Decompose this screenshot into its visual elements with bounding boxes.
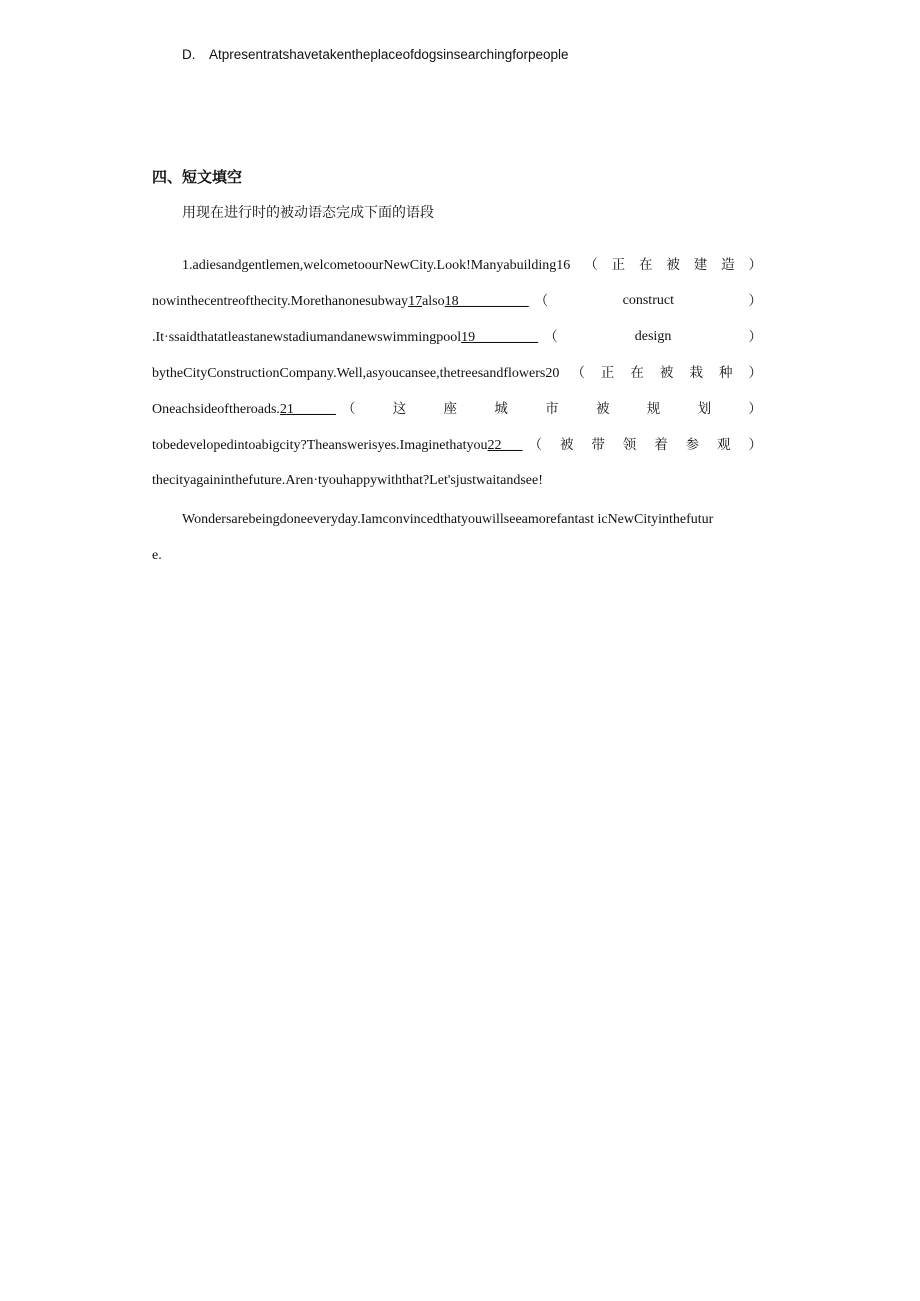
- passage-line-7: thecityagaininthefuture.Aren·tyouhappywiththat?Let'sjustwaitandsee!: [152, 473, 543, 488]
- line-text: nowinthecentreofthecity.Morethanonesubway: [152, 294, 409, 309]
- hint-char: （: [341, 401, 356, 417]
- hint-char: 被: [666, 257, 680, 273]
- hint-char: 这: [392, 401, 407, 417]
- blank-19[interactable]: 19_________: [461, 330, 539, 345]
- hint-design: [544, 327, 762, 347]
- hint-char: ）: [748, 293, 762, 309]
- hint-char: 在: [630, 365, 644, 381]
- hint-word: construct: [622, 293, 674, 308]
- hint-plant: [571, 363, 762, 383]
- hint-char: （: [571, 365, 585, 381]
- hint-char: 栽: [689, 365, 703, 381]
- hint-char: （: [534, 293, 549, 309]
- hint-char: 被: [559, 437, 574, 453]
- hint-char: 正: [600, 365, 615, 381]
- hint-char: 划: [697, 401, 712, 417]
- hint-char: （: [544, 329, 558, 345]
- hint-char: 在: [639, 257, 653, 273]
- hint-char: 被: [659, 365, 674, 381]
- passage-line-8: Wondersarebeingdoneeveryday.Iamconvincedthatyouwillseeamorefantast icNewCityinthefutur: [182, 512, 714, 527]
- hint-char: （: [584, 257, 598, 273]
- passage-line-9: e.: [152, 548, 162, 563]
- hint-char: 参: [685, 437, 700, 453]
- option-letter: D.: [182, 47, 196, 62]
- passage-line-2: [152, 291, 762, 312]
- line-text: tobedevelopedintoabigcity?Theanswerisyes.Imaginethatyou: [152, 438, 488, 453]
- hint-char: 造: [721, 257, 735, 273]
- hint-char: ）: [748, 401, 762, 417]
- hint-char: 被: [595, 401, 610, 417]
- hint-build: [584, 255, 762, 275]
- hint-char: ）: [748, 365, 762, 381]
- hint-guided: [529, 435, 762, 455]
- hint-char: 着: [654, 437, 668, 453]
- line-text: also: [422, 294, 445, 309]
- passage-line-6: [152, 435, 762, 456]
- option-d: [182, 47, 569, 62]
- hint-char: 观: [717, 437, 731, 453]
- hint-char: 种: [718, 365, 733, 381]
- blank-21[interactable]: 21______: [279, 402, 336, 417]
- hint-char: 正: [611, 257, 626, 273]
- line-text: Oneachsideoftheroads.: [152, 402, 280, 417]
- blank-22[interactable]: 22___: [487, 438, 523, 453]
- hint-city-planned: [342, 399, 762, 419]
- hint-char: 座: [443, 401, 458, 417]
- hint-char: ）: [748, 257, 762, 273]
- passage-line-3: [152, 327, 762, 348]
- hint-char: 市: [545, 401, 559, 417]
- hint-char: （: [528, 437, 543, 453]
- blank-17[interactable]: 17: [408, 294, 423, 309]
- line-text: bytheCityConstructionCompany.Well,asyoucansee,thetreesandflowers20: [152, 366, 560, 381]
- line-text: 1.adiesandgentlemen,welcometoourNewCity.Look!Manyabuilding16: [182, 258, 571, 273]
- option-text: Atpresentratshavetakentheplaceofdogsinsearchingforpeople: [209, 47, 569, 62]
- section-heading: 四、短文填空: [152, 168, 243, 186]
- hint-char: 规: [646, 401, 661, 417]
- passage-line-1: [152, 255, 762, 276]
- blank-18[interactable]: 18__________: [444, 294, 529, 309]
- hint-char: 带: [591, 437, 605, 453]
- line-text: .It·ssaidthatatleastanewstadiumandanewswimmingpool: [152, 330, 462, 345]
- hint-char: 建: [693, 257, 708, 273]
- hint-word: design: [634, 329, 672, 344]
- hint-construct: [535, 291, 762, 311]
- passage-line-4: [152, 363, 762, 384]
- passage-line-5: [152, 399, 762, 420]
- hint-char: 领: [622, 437, 637, 453]
- hint-char: ）: [748, 437, 762, 453]
- section-instruction: 用现在进行时的被动语态完成下面的语段: [182, 205, 434, 221]
- hint-char: ）: [748, 329, 762, 345]
- hint-char: 城: [494, 401, 508, 417]
